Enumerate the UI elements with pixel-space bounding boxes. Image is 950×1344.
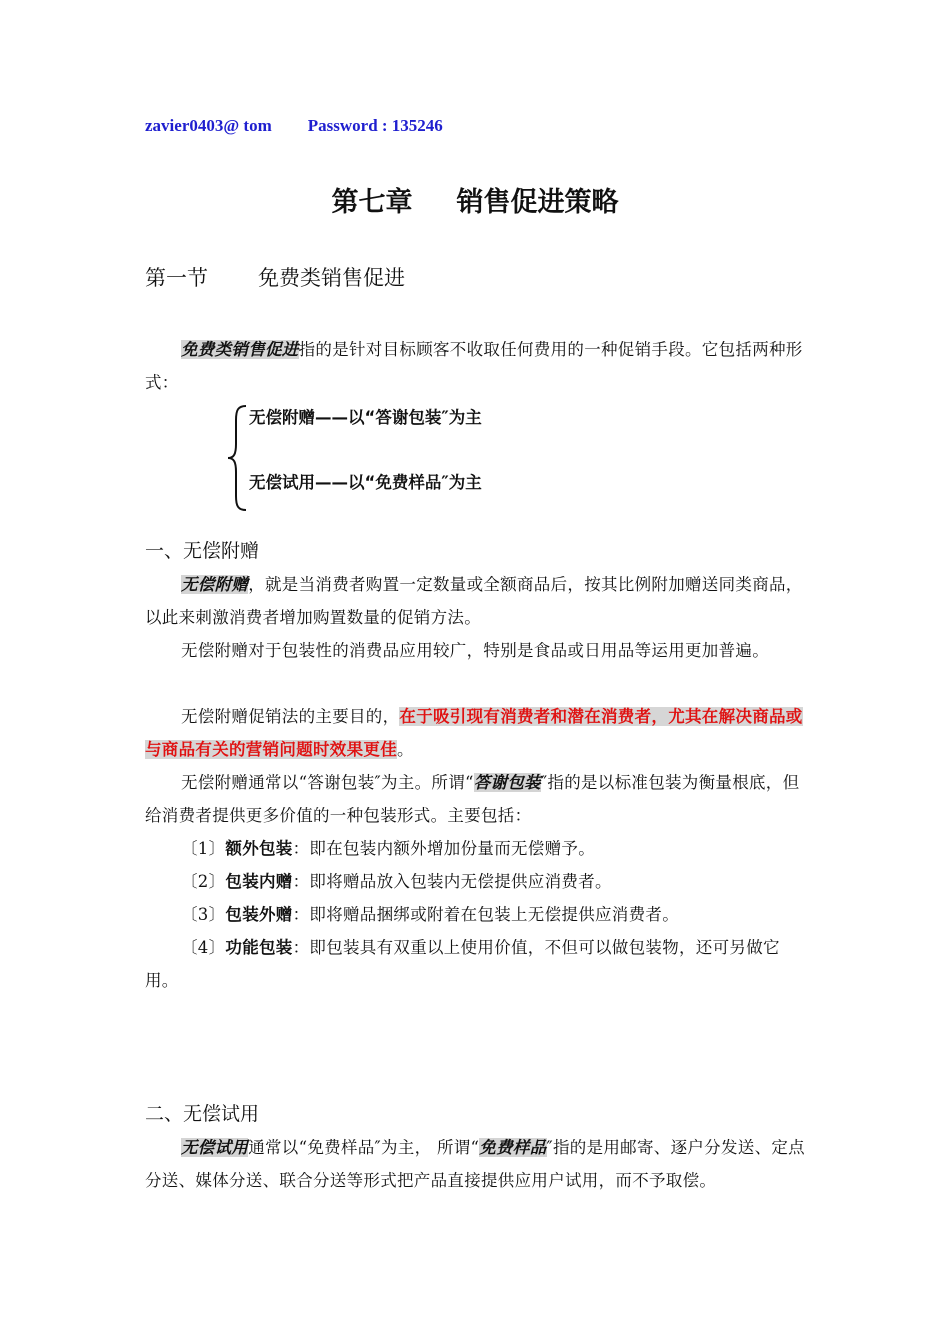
login-info: [145, 116, 479, 136]
intro-keyword: 免费类销售促进: [181, 340, 299, 359]
list-item: [145, 898, 805, 931]
part1-paragraph-1: [145, 568, 805, 634]
list-item: [145, 865, 805, 898]
part1-p4-keyword: 答谢包装: [473, 773, 541, 792]
form-item-1: 无偿附赠——以“答谢包装″为主: [249, 408, 482, 427]
part2-keyword-1: 无偿试用: [181, 1138, 249, 1157]
part2-keyword-2: 免费样品: [479, 1138, 547, 1157]
part1-paragraph-3: [145, 700, 805, 766]
section-number: 第一节: [145, 266, 208, 290]
intro-paragraph: [145, 333, 805, 399]
part1-p3-pre: 无偿附赠促销法的主要目的，: [181, 707, 400, 726]
curly-brace-icon: [226, 404, 250, 512]
list-item: [145, 931, 805, 997]
item-text: ：即包装具有双重以上使用价值，不但可以做包装物，还可另做它用。: [145, 938, 780, 990]
item-number: 〔1〕: [181, 839, 226, 858]
list-item: [145, 832, 805, 865]
item-label: 额外包装: [225, 839, 293, 858]
part2-text-1: 通常以“免费样品″为主， 所谓“: [248, 1138, 480, 1157]
part2-heading: 二、无偿试用: [145, 1103, 260, 1125]
item-label: 包装外赠: [225, 905, 293, 924]
part2-paragraph: [145, 1131, 805, 1197]
password-text: Password : 135246: [307, 116, 443, 135]
part1-p3-post: 。: [397, 740, 414, 759]
chapter-number: 第七章: [331, 187, 413, 218]
section-title: [145, 262, 405, 292]
form-item-2: 无偿试用——以“免费样品″为主: [249, 473, 482, 492]
item-number: 〔4〕: [181, 938, 226, 957]
part1-paragraph-2: 无偿附赠对于包装性的消费品应用较广，特别是食品或日用品等运用更加普遍。: [181, 641, 769, 660]
part1-p4-post: ″指的是以标准包装为衡量根底，但给消费者提供更多价值的一种包装形式。主要包括：: [145, 773, 800, 825]
item-text: ：即将赠品放入包装内无偿提供应消费者。: [292, 872, 612, 891]
intro-text: 指的是针对目标顾客不收取任何费用的一种促销手段。它包括两种形式：: [145, 340, 803, 392]
part1-paragraph-4: [145, 766, 805, 832]
item-text: ：即将赠品捆绑或附着在包装上无偿提供应消费者。: [292, 905, 680, 924]
part1-p1-text: ，就是当消费者购置一定数量或全额商品后，按其比例附加赠送同类商品，以此来刺激消费者增加购置数量的促销方法。: [145, 575, 803, 627]
item-number: 〔3〕: [181, 905, 226, 924]
chapter-title: [0, 180, 950, 219]
highlighted-text: 在于吸引现有消费者和潜在消费者，尤其在解决商品或与商品有关的营销问题时效果更佳: [145, 707, 803, 759]
part1-heading: 一、无偿附赠: [145, 540, 260, 562]
part1-keyword: 无偿附赠: [181, 575, 249, 594]
chapter-name: 销售促进策略: [456, 187, 619, 218]
item-number: 〔2〕: [181, 872, 226, 891]
account-text: zavier0403@ tom: [145, 116, 272, 135]
part2-text-2: ″指的是用邮寄、逐户分发送、定点分送、媒体分送、联合分送等形式把产品直接提供应用户试用，而不予取偿。: [145, 1138, 805, 1190]
part1-p4-pre: 无偿附赠通常以“答谢包装″为主。所谓“: [181, 773, 474, 792]
item-label: 包装内赠: [225, 872, 293, 891]
item-text: ：即在包装内额外增加份量而无偿赠予。: [292, 839, 596, 858]
item-label: 功能包装: [225, 938, 293, 957]
section-name: 免费类销售促进: [258, 266, 405, 290]
